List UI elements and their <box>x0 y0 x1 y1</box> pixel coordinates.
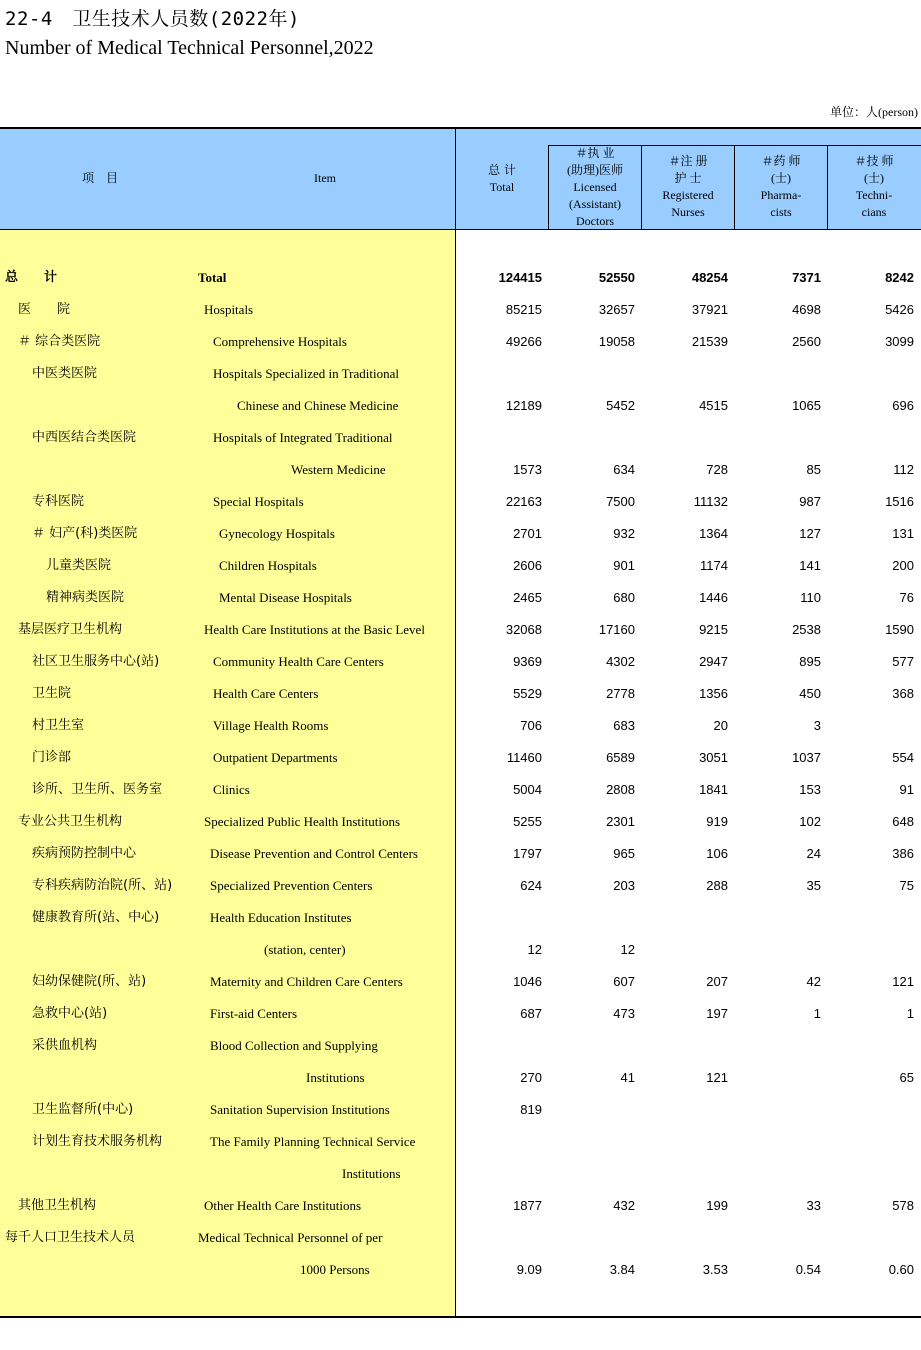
row-label-cn: 中西医结合类医院 <box>32 430 137 445</box>
header-total-en: Total <box>489 180 515 194</box>
row-label-en: Mental Disease Hospitals <box>219 590 352 605</box>
cell-pharm: 24 <box>806 846 821 861</box>
table-row <box>0 1094 921 1126</box>
cell-total: 2701 <box>513 526 542 541</box>
cell-pharm: 141 <box>799 558 821 573</box>
cell-total: 5529 <box>513 686 542 701</box>
row-label-en: Outpatient Departments <box>213 750 338 765</box>
table-row <box>0 326 921 358</box>
table-row <box>0 486 921 518</box>
table-row <box>0 742 921 774</box>
cell-nurses: 728 <box>706 462 728 477</box>
cell-doctors: 901 <box>613 558 635 573</box>
cell-tech: 75 <box>899 878 914 893</box>
cell-doctors: 6589 <box>606 750 635 765</box>
cell-doctors: 3.84 <box>609 1262 635 1277</box>
row-label-cn: 专科医院 <box>32 494 85 509</box>
table-row <box>0 902 921 934</box>
bottom-rule <box>0 1316 921 1318</box>
cell-total: 1046 <box>513 974 542 989</box>
row-label-en: Other Health Care Institutions <box>204 1198 362 1213</box>
cell-doctors: 17160 <box>598 622 635 637</box>
table-row <box>0 1126 921 1158</box>
cell-nurses: 3.53 <box>702 1262 728 1277</box>
cell-nurses: 199 <box>706 1198 728 1213</box>
cell-pharm: 110 <box>800 590 821 605</box>
row-label-en: Comprehensive Hospitals <box>213 334 347 349</box>
row-label-cn: 卫生院 <box>32 686 72 701</box>
table-row <box>0 678 921 710</box>
cell-tech: 112 <box>893 462 914 477</box>
cell-tech: 91 <box>899 782 914 797</box>
cell-total: 124415 <box>498 270 542 285</box>
cell-pharm: 1 <box>813 1006 821 1021</box>
cell-tech: 368 <box>892 686 914 701</box>
row-label-en: Hospitals <box>204 302 254 317</box>
table-row <box>0 806 921 838</box>
row-label-en: Sanitation Supervision Institutions <box>210 1102 390 1117</box>
cell-total: 12189 <box>505 398 542 413</box>
cell-total: 819 <box>520 1102 542 1117</box>
cell-nurses: 11132 <box>693 494 728 509</box>
row-label-en: Medical Technical Personnel of per <box>198 1230 383 1245</box>
table-row <box>0 998 921 1030</box>
header-nurses <box>642 153 734 221</box>
cell-pharm: 7371 <box>792 270 821 285</box>
row-label-cn: 社区卫生服务中心(站) <box>32 654 160 669</box>
cell-total: 5004 <box>513 782 542 797</box>
cell-total: 9.09 <box>516 1262 542 1277</box>
row-label-cn: 疾病预防控制中心 <box>32 846 137 861</box>
cell-total: 2606 <box>513 558 542 573</box>
row-label-cn: 妇幼保健院(所、站) <box>32 974 147 989</box>
cell-nurses: 1841 <box>699 782 728 797</box>
row-label-en: Total <box>198 270 227 285</box>
row-label-en: Health Care Institutions at the Basic Level <box>204 622 425 637</box>
cell-tech: 8242 <box>885 270 914 285</box>
cell-nurses: 121 <box>706 1070 728 1085</box>
cell-pharm: 127 <box>799 526 821 541</box>
unit-label: 单位：人(person) <box>830 105 918 119</box>
cell-doctors: 965 <box>613 846 635 861</box>
table-row <box>0 1254 921 1286</box>
table-row <box>0 1030 921 1062</box>
top-rule <box>0 127 921 129</box>
row-label-cn: 专业公共卫生机构 <box>18 814 123 829</box>
row-label-cn: 门诊部 <box>32 750 72 765</box>
header-doctors-line: Doctors <box>576 214 614 228</box>
table-row <box>0 774 921 806</box>
row-label-en: Specialized Prevention Centers <box>210 878 373 893</box>
cell-doctors: 680 <box>613 590 635 605</box>
table-row <box>0 1158 921 1190</box>
header-doctors <box>549 145 641 230</box>
cell-tech: 5426 <box>885 302 914 317</box>
header-doctors-line: (助理)医师 <box>567 163 623 177</box>
cell-pharm: 3 <box>813 718 821 733</box>
row-label-en: Blood Collection and Supplying <box>210 1038 378 1053</box>
header-pharmacists <box>735 153 827 221</box>
cell-nurses: 21539 <box>691 334 728 349</box>
header-technicians-line: Techni- <box>855 188 893 202</box>
row-label-cn: 健康教育所(站、中心) <box>32 910 160 925</box>
cell-doctors: 2808 <box>606 782 635 797</box>
table-row <box>0 422 921 454</box>
cell-pharm: 450 <box>799 686 821 701</box>
row-label-en: Maternity and Children Care Centers <box>210 974 403 989</box>
cell-nurses: 1446 <box>699 590 728 605</box>
cell-total: 1797 <box>513 846 542 861</box>
table-row <box>0 870 921 902</box>
row-label-cn: 基层医疗卫生机构 <box>18 622 123 637</box>
row-label-cn: 儿童类医院 <box>46 558 112 573</box>
cell-total: 9369 <box>513 654 542 669</box>
cell-tech: 65 <box>899 1070 914 1085</box>
row-label-en: Children Hospitals <box>219 558 317 573</box>
header-doctors-line: ＃执 业 <box>575 146 615 160</box>
cell-total: 624 <box>520 878 542 893</box>
cell-total: 32068 <box>505 622 542 637</box>
table-row <box>0 454 921 486</box>
cell-doctors: 932 <box>613 526 635 541</box>
table-row <box>0 262 921 294</box>
header-technicians-line: cians <box>861 205 887 219</box>
cell-pharm: 33 <box>806 1198 821 1213</box>
cell-doctors: 2778 <box>606 686 635 701</box>
table-row <box>0 966 921 998</box>
cell-tech: 578 <box>892 1198 914 1213</box>
row-label-en: Hospitals of Integrated Traditional <box>213 430 393 445</box>
cell-nurses: 1356 <box>699 686 728 701</box>
row-label-cn: 计划生育技术服务机构 <box>32 1134 163 1149</box>
cell-total: 687 <box>520 1006 542 1021</box>
row-label-en: Gynecology Hospitals <box>219 526 335 541</box>
cell-total: 5255 <box>513 814 542 829</box>
row-label-cn: ＃ 妇产(科)类医院 <box>32 526 138 541</box>
row-label-cn: 中医类医院 <box>32 366 98 381</box>
table-row <box>0 838 921 870</box>
cell-nurses: 20 <box>713 718 728 733</box>
cell-pharm: 2560 <box>792 334 821 349</box>
cell-nurses: 919 <box>706 814 728 829</box>
row-label-cn: 诊所、卫生所、医务室 <box>32 782 163 797</box>
cell-tech: 577 <box>892 654 914 669</box>
cell-nurses: 2947 <box>699 654 728 669</box>
title-english: Number of Medical Technical Personnel,2022 <box>5 37 374 59</box>
cell-pharm: 0.54 <box>795 1262 821 1277</box>
cell-tech: 131 <box>892 526 914 541</box>
cell-total: 270 <box>520 1070 542 1085</box>
header-doctors-line: Licensed <box>573 180 617 194</box>
cell-doctors: 5452 <box>606 398 635 413</box>
cell-pharm: 42 <box>806 974 821 989</box>
cell-tech: 3099 <box>885 334 914 349</box>
row-label-cn: 采供血机构 <box>32 1038 98 1053</box>
cell-tech: 200 <box>892 558 914 573</box>
cell-nurses: 37921 <box>691 302 728 317</box>
header-pharmacists-line: ＃药 师 <box>761 154 801 168</box>
row-label-cn: 每千人口卫生技术人员 <box>5 1230 136 1245</box>
cell-doctors: 203 <box>613 878 635 893</box>
header-item-en: Item <box>314 171 336 185</box>
header-nurses-line: 护 士 <box>674 171 702 185</box>
cell-pharm: 1037 <box>792 750 821 765</box>
row-label-en: Western Medicine <box>291 462 386 477</box>
table-row <box>0 518 921 550</box>
cell-doctors: 4302 <box>606 654 635 669</box>
table-row <box>0 582 921 614</box>
cell-doctors: 2301 <box>606 814 635 829</box>
cell-nurses: 3051 <box>699 750 728 765</box>
cell-nurses: 48254 <box>691 270 728 285</box>
header-total-cn: 总 计 <box>488 163 516 177</box>
header-technicians-line: ＃技 师 <box>854 154 894 168</box>
cell-tech: 696 <box>892 398 914 413</box>
cell-tech: 554 <box>892 750 914 765</box>
cell-total: 11460 <box>506 750 542 765</box>
table-row <box>0 1062 921 1094</box>
cell-tech: 386 <box>892 846 914 861</box>
table-row <box>0 1222 921 1254</box>
row-label-en: Chinese and Chinese Medicine <box>237 398 399 413</box>
cell-pharm: 4698 <box>792 302 821 317</box>
cell-nurses: 197 <box>706 1006 728 1021</box>
header-nurses-line: ＃注 册 <box>668 154 708 168</box>
row-label-en: Hospitals Specialized in Traditional <box>213 366 399 381</box>
row-label-en: 1000 Persons <box>300 1262 370 1277</box>
row-label-en: Institutions <box>306 1070 365 1085</box>
cell-total: 49266 <box>505 334 542 349</box>
row-label-cn: 村卫生室 <box>32 718 85 733</box>
cell-nurses: 4515 <box>699 398 728 413</box>
table-row <box>0 934 921 966</box>
cell-doctors: 32657 <box>598 302 635 317</box>
cell-doctors: 634 <box>613 462 635 477</box>
table-row <box>0 1190 921 1222</box>
cell-total: 12 <box>527 942 542 957</box>
cell-tech: 0.60 <box>888 1262 914 1277</box>
cell-doctors: 473 <box>613 1006 635 1021</box>
cell-tech: 76 <box>899 590 914 605</box>
cell-nurses: 106 <box>706 846 728 861</box>
cell-nurses: 288 <box>706 878 728 893</box>
cell-doctors: 683 <box>613 718 635 733</box>
row-label-en: Community Health Care Centers <box>213 654 384 669</box>
row-label-en: Health Education Institutes <box>210 910 352 925</box>
row-label-cn: 精神病类医院 <box>46 590 125 605</box>
row-label-cn: 急救中心(站) <box>32 1006 108 1021</box>
row-label-en: Clinics <box>213 782 250 797</box>
cell-total: 706 <box>520 718 542 733</box>
cell-doctors: 12 <box>620 942 635 957</box>
cell-pharm: 102 <box>799 814 821 829</box>
header-technicians <box>828 153 920 221</box>
table-row <box>0 550 921 582</box>
header-pharmacists-line: (士) <box>771 171 791 185</box>
cell-doctors: 19058 <box>598 334 635 349</box>
table-row <box>0 614 921 646</box>
header-nurses-line: Nurses <box>671 205 705 219</box>
row-label-cn: 其他卫生机构 <box>18 1198 97 1213</box>
cell-tech: 648 <box>892 814 914 829</box>
cell-nurses: 1174 <box>700 558 728 573</box>
cell-tech: 1516 <box>885 494 914 509</box>
row-label-cn: 专科疾病防治院(所、站) <box>32 878 173 893</box>
row-label-en: Disease Prevention and Control Centers <box>210 846 418 861</box>
cell-total: 1877 <box>513 1198 542 1213</box>
header-item-cn: 项 目 <box>81 171 118 185</box>
cell-nurses: 9215 <box>699 622 728 637</box>
header-doctors-line: (Assistant) <box>569 197 621 211</box>
cell-pharm: 35 <box>806 878 821 893</box>
cell-nurses: 1364 <box>699 526 728 541</box>
row-label-cn: ＃ 综合类医院 <box>18 334 101 349</box>
cell-pharm: 153 <box>799 782 821 797</box>
cell-nurses: 207 <box>706 974 728 989</box>
row-label-en: Institutions <box>342 1166 401 1181</box>
cell-pharm: 895 <box>799 654 821 669</box>
row-label-en: Special Hospitals <box>213 494 304 509</box>
table-row <box>0 294 921 326</box>
table-row <box>0 358 921 390</box>
cell-pharm: 2538 <box>792 622 821 637</box>
cell-total: 2465 <box>513 590 542 605</box>
header-nurses-line: Registered <box>662 188 714 202</box>
row-label-en: (station, center) <box>264 942 346 957</box>
cell-total: 22163 <box>505 494 542 509</box>
row-label-en: The Family Planning Technical Service <box>210 1134 416 1149</box>
cell-tech: 121 <box>892 974 914 989</box>
cell-pharm: 987 <box>799 494 821 509</box>
cell-tech: 1590 <box>885 622 914 637</box>
table-row <box>0 390 921 422</box>
row-label-cn: 总 计 <box>5 270 58 285</box>
row-label-cn: 卫生监督所(中心) <box>32 1102 134 1117</box>
cell-pharm: 85 <box>806 462 821 477</box>
cell-doctors: 607 <box>613 974 635 989</box>
table-row <box>0 646 921 678</box>
row-label-en: Specialized Public Health Institutions <box>204 814 401 829</box>
cell-pharm: 1065 <box>792 398 821 413</box>
header-technicians-line: (士) <box>864 171 884 185</box>
row-label-en: Health Care Centers <box>213 686 319 701</box>
cell-doctors: 41 <box>620 1070 635 1085</box>
row-label-cn: 医 院 <box>18 302 71 317</box>
row-label-en: Village Health Rooms <box>213 718 329 733</box>
cell-total: 1573 <box>513 462 542 477</box>
cell-total: 85215 <box>505 302 542 317</box>
cell-doctors: 52550 <box>598 270 635 285</box>
header-pharmacists-line: cists <box>770 205 792 219</box>
cell-tech: 1 <box>906 1006 914 1021</box>
row-label-en: First-aid Centers <box>210 1006 298 1021</box>
title-chinese: 22-4 卫生技术人员数(2022年) <box>5 8 300 30</box>
table-row <box>0 710 921 742</box>
header-rule <box>0 229 921 230</box>
cell-doctors: 432 <box>613 1198 635 1213</box>
cell-doctors: 7500 <box>606 494 635 509</box>
header-pharmacists-line: Pharma- <box>760 188 802 202</box>
